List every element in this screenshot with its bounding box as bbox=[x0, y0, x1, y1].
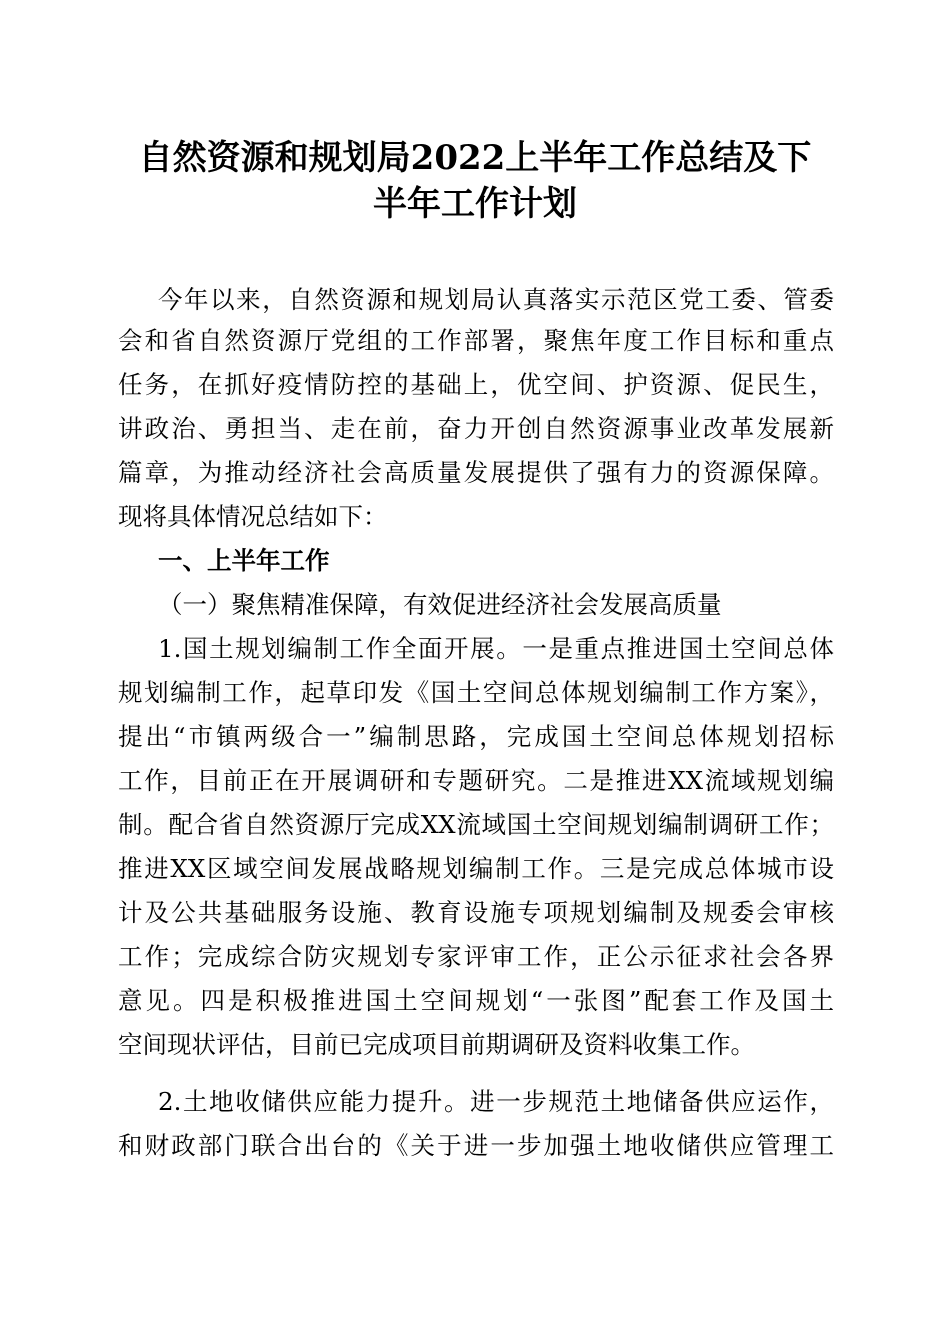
subsection-heading-1: （一）聚焦精准保障，有效促进经济社会发展高质量 bbox=[158, 590, 722, 619]
intro-line-3: 任务，在抓好疫情防控的基础上，优空间、护资源、促民生， bbox=[118, 370, 834, 399]
item-1-line-10: 空间现状评估，目前已完成项目前期调研及资料收集工作。 bbox=[118, 1030, 755, 1059]
section-heading-1: 一、上半年工作 bbox=[158, 546, 330, 575]
item-2-line-2: 和财政部门联合出台的《关于进一步加强土地收储供应管理工 bbox=[118, 1131, 834, 1160]
item-1-line-8: 工作；完成综合防灾规划专家评审工作，正公示征求社会各界 bbox=[118, 942, 834, 971]
intro-line-2: 会和省自然资源厅党组的工作部署，聚焦年度工作目标和重点 bbox=[118, 326, 834, 355]
item-2-line-1: 2.土地收储供应能力提升。进一步规范土地储备供应运作， bbox=[158, 1087, 834, 1116]
intro-line-5: 篇章，为推动经济社会高质量发展提供了强有力的资源保障。 bbox=[118, 458, 834, 487]
item-1-line-1: 1.国土规划编制工作全面开展。一是重点推进国土空间总体 bbox=[158, 634, 834, 663]
intro-line-1: 今年以来，自然资源和规划局认真落实示范区党工委、管委 bbox=[158, 285, 834, 314]
document-title-line-1: 自然资源和规划局2022上半年工作总结及下 bbox=[138, 138, 812, 178]
item-1-line-9: 意见。四是积极推进国土空间规划“一张图”配套工作及国土 bbox=[118, 986, 834, 1015]
item-1-line-3: 提出“市镇两级合一”编制思路，完成国土空间总体规划招标 bbox=[118, 722, 834, 751]
item-1-line-5: 制。配合省自然资源厅完成XX流域国土空间规划编制调研工作； bbox=[118, 810, 834, 839]
item-1-line-4: 工作，目前正在开展调研和专题研究。二是推进XX流域规划编 bbox=[118, 766, 834, 795]
item-1-line-2: 规划编制工作，起草印发《国土空间总体规划编制工作方案》， bbox=[118, 678, 834, 707]
item-1-line-7: 计及公共基础服务设施、教育设施专项规划编制及规委会审核 bbox=[118, 898, 834, 927]
item-1-line-6: 推进XX区域空间发展战略规划编制工作。三是完成总体城市设 bbox=[118, 854, 834, 883]
intro-line-6: 现将具体情况总结如下： bbox=[118, 502, 388, 531]
intro-line-4: 讲政治、勇担当、走在前，奋力开创自然资源事业改革发展新 bbox=[118, 414, 834, 443]
document-title-line-2: 半年工作计划 bbox=[373, 184, 577, 224]
